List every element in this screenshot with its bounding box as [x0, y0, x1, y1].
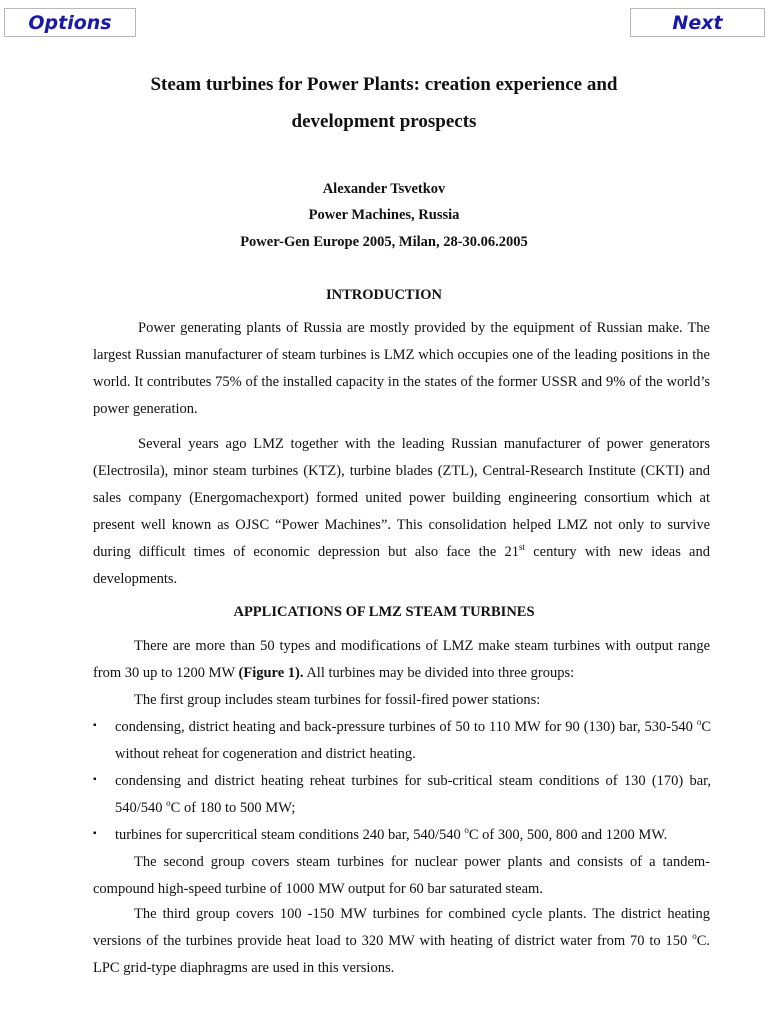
- bullet-marker: ▪: [93, 828, 97, 839]
- bullet-marker: ▪: [93, 720, 97, 731]
- applications-paragraph-1: There are more than 50 types and modifications of LMZ make steam turbines with output range from 30 up to 1200 MW (Figure 1). All turbines may be divided into three groups:: [93, 638, 710, 681]
- paper-title-line2: development prospects: [291, 111, 477, 132]
- applications-paragraph-2: The first group includes steam turbines for fossil-fired power stations:: [134, 692, 541, 708]
- author-affiliation: Power Machines, Russia: [308, 207, 460, 223]
- intro-paragraph-2: Several years ago LMZ together with the leading Russian manufacturer of power generators (Electrosila), minor steam turbines (KTZ), turbine blades (ZTL), Central-Research Institute (CKTI) and sales company (Energomachexport) formed united power building engineering consortium which at present well known as OJSC “Power Machines”. This consolidation helped LMZ not only to survive during difficult times of economic depression but also face the 21st century with new ideas and developments.: [93, 436, 710, 587]
- bullet-item-3: turbines for supercritical steam conditions 240 bar, 540/540 $^o$C of 300, 500, 800 and 1200 MW.: [115, 825, 668, 843]
- applications-heading: APPLICATIONS OF LMZ STEAM TURBINES: [233, 604, 535, 620]
- applications-paragraph-3: The second group covers steam turbines for nuclear power plants and consists of a tandem-compound high-speed turbine of 1000 MW output for 60 bar saturated steam.: [93, 854, 710, 897]
- intro-paragraph-1: Power generating plants of Russia are mostly provided by the equipment of Russian make. The largest Russian manufacturer of steam turbines is LMZ which occupies one of the leading positions in the world. It contributes 75% of the installed capacity in the states of the former USSR and 9% of the world’s power generation.: [93, 320, 710, 417]
- bullet-item-1: condensing, district heating and back-pressure turbines of 50 to 110 MW for 90 (130) bar, 530-540 $^o$C without reheat for cogeneration and district heating.: [115, 717, 711, 762]
- options-button[interactable]: Options: [4, 8, 136, 37]
- author-name: Alexander Tsvetkov: [322, 181, 446, 197]
- conference-info: Power-Gen Europe 2005, Milan, 28-30.06.2005: [240, 234, 528, 250]
- paper-title-line1: Steam turbines for Power Plants: creation experience and: [150, 74, 618, 95]
- bullet-item-2: condensing and district heating reheat turbines for sub-critical steam conditions of 130 (170) bar, 540/540 $^o$C of 180 to 500 MW;: [115, 773, 711, 816]
- introduction-heading: INTRODUCTION: [325, 287, 442, 303]
- bullet-marker: ▪: [93, 774, 97, 785]
- applications-paragraph-4: The third group covers 100 -150 MW turbines for combined cycle plants. The district heating versions of the turbines provide heat load to 320 MW with heating of district water from 70 to 150 $^o$C. LPC grid-type diaphragms are used in this versions.: [93, 906, 710, 976]
- next-button[interactable]: Next: [630, 8, 765, 37]
